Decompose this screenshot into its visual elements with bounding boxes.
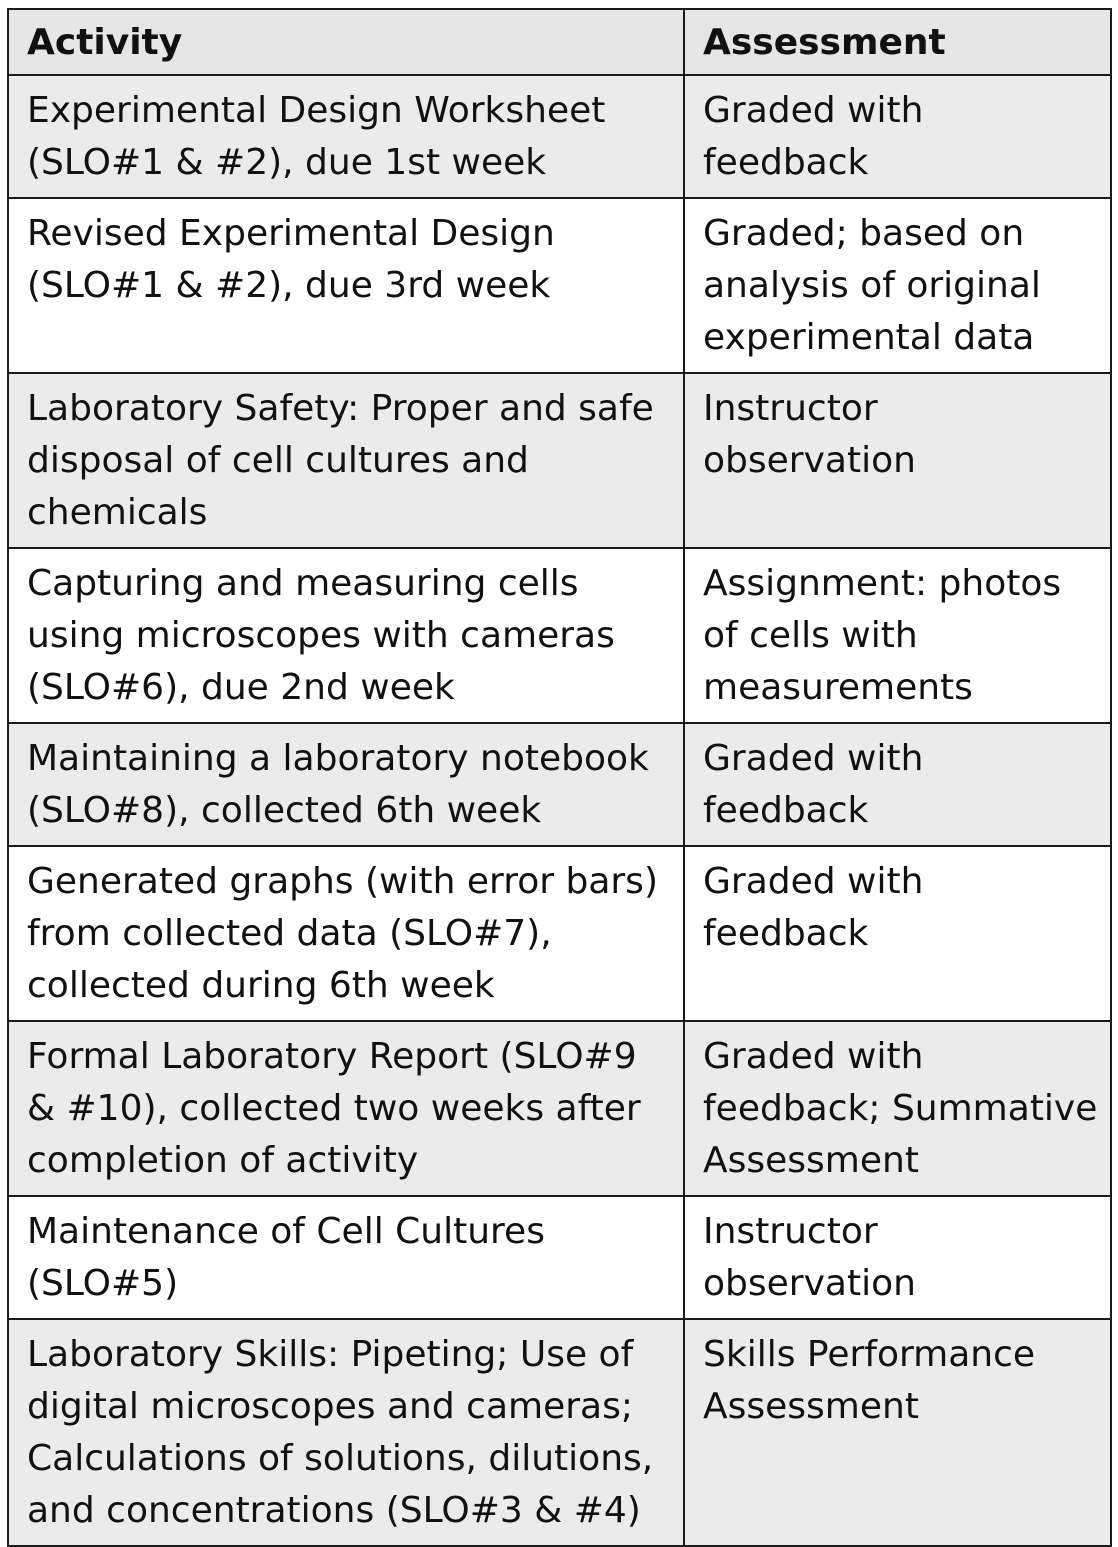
table-row <box>8 846 1111 1021</box>
assessment-cell: Graded with feedback; Summative Assessment <box>684 1021 1111 1196</box>
table-row <box>8 75 1111 198</box>
header-activity: Activity <box>8 9 684 75</box>
assessment-cell: Graded with feedback <box>684 75 1111 198</box>
activity-cell: Revised Experimental Design (SLO#1 & #2), due 3rd week <box>8 198 684 373</box>
assessment-cell: Graded; based on analysis of original experimental data <box>684 198 1111 373</box>
activity-cell: Laboratory Safety: Proper and safe disposal of cell cultures and chemicals <box>8 373 684 548</box>
assessment-cell: Instructor observation <box>684 1196 1111 1319</box>
assessment-cell: Assignment: photos of cells with measurements <box>684 548 1111 723</box>
activity-cell: Maintaining a laboratory notebook (SLO#8), collected 6th week <box>8 723 684 846</box>
table-row <box>8 373 1111 548</box>
activity-cell: Experimental Design Worksheet (SLO#1 & #2), due 1st week <box>8 75 684 198</box>
assessment-cell: Graded with feedback <box>684 723 1111 846</box>
table-row <box>8 198 1111 373</box>
assessment-cell: Instructor observation <box>684 373 1111 548</box>
activity-cell: Capturing and measuring cells using microscopes with cameras (SLO#6), due 2nd week <box>8 548 684 723</box>
activity-cell: Formal Laboratory Report (SLO#9 & #10), collected two weeks after completion of activity <box>8 1021 684 1196</box>
table-body <box>8 75 1111 1546</box>
table-row <box>8 1319 1111 1546</box>
table-header-row <box>8 9 1111 75</box>
assessment-cell: Skills Performance Assessment <box>684 1319 1111 1546</box>
table-row <box>8 1021 1111 1196</box>
table-row <box>8 723 1111 846</box>
assessment-cell: Graded with feedback <box>684 846 1111 1021</box>
table-row <box>8 548 1111 723</box>
activity-cell: Generated graphs (with error bars) from collected data (SLO#7), collected during 6th week <box>8 846 684 1021</box>
table-row <box>8 1196 1111 1319</box>
activity-cell: Maintenance of Cell Cultures (SLO#5) <box>8 1196 684 1319</box>
activity-cell: Laboratory Skills: Pipeting; Use of digital microscopes and cameras; Calculations of solutions, dilutions, and concentrations (SLO#3 & #4) <box>8 1319 684 1546</box>
activity-assessment-table <box>7 8 1112 1547</box>
activity-assessment-table-container <box>7 8 1110 1547</box>
header-assessment: Assessment <box>684 9 1111 75</box>
